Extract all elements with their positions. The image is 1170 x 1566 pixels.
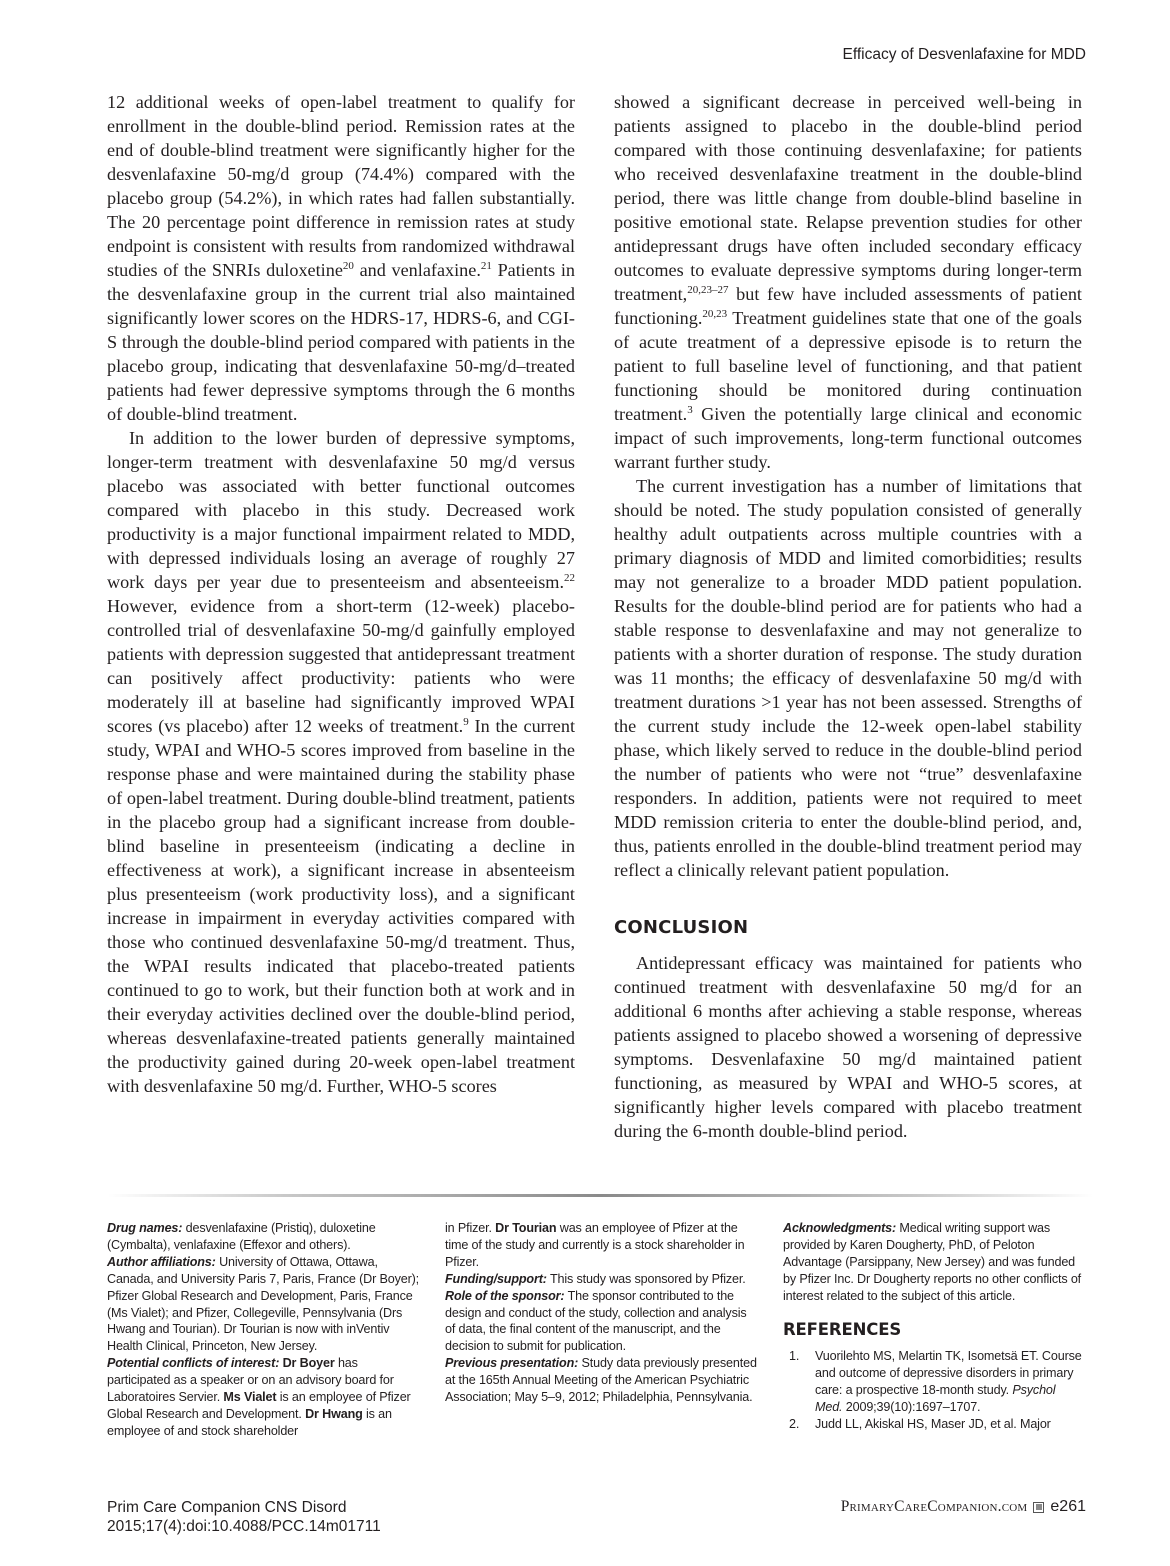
page-number: e261 [1050, 1498, 1086, 1515]
conclusion-heading: CONCLUSION [614, 917, 749, 938]
citation-superscript: 22 [564, 572, 575, 584]
journal-title: Psychol Med. [815, 1383, 1056, 1415]
paragraph: 12 additional weeks of open-label treatment to qualify for enrollment in the double-blind period. Remission rates at the end of double-blind treatment were significantly higher for the desvenlafaxine 50-mg/d group (74.4%) compared with the placebo group (54.2%), in which rates had fallen substantially. The 20 percentage point difference in remission rates at study endpoint is consistent with results from randomized withdrawal studies of the SNRIs duloxetine$^{20}$ and venlafaxine.$^{21}$ Patients in the desvenlafaxine group in the current trial also maintained significantly lower scores on the HDRS-17, HDRS-6, and CGI-S through the double-blind period compared with patients in the placebo group, indicating that desvenlafaxine 50-mg/d–treated patients had fewer depressive symptoms through the 6 months of double-blind treatment. [107, 92, 575, 424]
citation-superscript: 20,23 [702, 308, 728, 320]
paragraph: In addition to the lower burden of depressive symptoms, longer-term treatment with desvenlafaxine 50 mg/d versus placebo was associated with better functional outcomes compared with placebo in this study. Decreased work productivity is a major functional impairment related to MDD, with depressed individuals losing an average of roughly 27 work days per year due to presenteeism and absenteeism.$^{22}$ However, evidence from a short-term (12-week) placebo-controlled trial of desvenlafaxine 50-mg/d gainfully employed patients with depression suggested that antidepressant treatment can positively affect productivity: patients who were moderately ill at baseline had significantly improved WPAI scores (vs placebo) after 12 weeks of treatment.$^9$ In the current study, WPAI and WHO-5 scores improved from baseline in the response phase and were maintained during the stability phase of open-label treatment. During double-blind treatment, patients in the placebo group had a significant increase from double-blind baseline in presenteeism (indicating a decline in effectiveness at work), a significant increase in absenteeism plus presenteeism (work productivity loss), and a significant increase in impairment in everyday activities compared with those who continued desvenlafaxine 50-mg/d treatment. Thus, the WPAI results indicated that placebo-treated patients continued to go to work, but their function both at work and in their everyday activities declined over the double-blind period, whereas desvenlafaxine-treated patients generally maintained the productivity gained during 20-week open-label treatment with desvenlafaxine 50 mg/d. Further, WHO-5 scores [107, 428, 576, 1096]
footnote-entry: Author affiliations: University of Ottawa, Ottawa, Canada, and University Paris 7, Paris, France (Dr Boyer); Pfizer Global Research and Development, Paris, France (Ms Vialet); and Pfizer, Collegeville, Pennsylvania (Drs Hwang and Tourian). Dr Tourian is now with inVentiv Health Clinical, Princeton, New Jersey. [107, 1254, 420, 1354]
citation-superscript: 9 [463, 716, 469, 728]
footnotes-column-3 [783, 1220, 1083, 1433]
paragraph: The current investigation has a number of limitations that should be noted. The study population consisted of generally healthy adult outpatients across multiple countries with a primary diagnosis of MDD and limited comorbidities; results may not generalize to a broader MDD patient population. Results for the double-blind period are for patients who had a stable response to desvenlafaxine and may not generalize to patients with a shorter duration of response. The study duration was 11 months; the efficacy of desvenlafaxine 50 mg/d with treatment durations >1 year has not been assessed. Strengths of the current study include the 12-week open-label stability phase, which likely served to reduce in the double-blind period the number of patients who were not “true” desvenlafaxine responders. In addition, patients were not required to meet MDD remission criteria to enter the double-blind period, and, thus, patients enrolled in the double-blind treatment period may reflect a clinically relevant patient population. [614, 476, 1082, 880]
footnote-label: Funding/support: [445, 1271, 547, 1286]
footnote-entry: Drug names: desvenlafaxine (Pristiq), duloxetine (Cymbalta), venlafaxine (Effexor and others). [107, 1221, 376, 1252]
author-name: Ms Vialet [223, 1390, 277, 1405]
footnote-label: Role of the sponsor: [445, 1288, 565, 1303]
footnote-label: Drug names: [107, 1221, 183, 1235]
footnotes-column-2 [445, 1220, 757, 1406]
body-column-left [107, 90, 575, 1098]
square-bullet-icon [1033, 1502, 1044, 1513]
author-name: Dr Boyer [282, 1356, 335, 1371]
reference-item: 2. Judd LL, Akiskal HS, Maser JD, et al. Major [789, 1417, 1051, 1432]
footnote-entry: in Pfizer. Dr Tourian was an employee of Pfizer at the time of the study and currently is a stock shareholder in Pfizer. [445, 1221, 745, 1269]
footnote-label: Potential conflicts of interest: [107, 1356, 280, 1371]
paragraph: showed a significant decrease in perceived well-being in patients assigned to placebo in the double-blind period compared with those continuing desvenlafaxine; for patients who received desvenlafaxine treatment in the double-blind period, there was little change from double-blind baseline in positive emotional state. Relapse prevention studies for other antidepressant drugs have often included secondary efficacy outcomes to evaluate depressive symptoms during longer-term treatment,$^{20,23-27}$ but few have included assessments of patient functioning.$^{20,23}$ Treatment guidelines state that one of the goals of acute treatment of a depressive episode is to return the patient to full baseline level of functioning, and that patient functioning should be monitored during continuation treatment.$^3$ Given the potentially large clinical and economic impact of such improvements, long-term functional outcomes warrant further study. [614, 92, 1082, 472]
citation-superscript: 20 [342, 260, 354, 272]
author-name: Dr Tourian [495, 1221, 557, 1235]
footnote-entry: Role of the sponsor: The sponsor contributed to the design and conduct of the study, collection and analysis of data, the final content of the manuscript, and the decision to submit for publication. [445, 1288, 747, 1354]
footnote-label: Acknowledgments: [783, 1221, 897, 1235]
citation-superscript: 3 [687, 404, 693, 416]
acknowledgments [783, 1220, 1083, 1305]
section-divider [108, 1194, 1093, 1197]
body-column-right [614, 90, 1082, 1143]
running-head: Efficacy of Desvenlafaxine for MDD [842, 46, 1086, 63]
journal-doi: 2015;17(4):doi:10.4088/PCC.14m01711 [107, 1518, 381, 1535]
journal-citation [107, 1498, 381, 1536]
footnote-entry: Previous presentation: Study data previously presented at the 165th Annual Meeting of the American Psychiatric Association; May 5–9, 2012; Philadelphia, Pennsylvania. [445, 1356, 757, 1405]
footnote-entry: Funding/support: This study was sponsored by Pfizer. [445, 1271, 746, 1286]
journal-name: Prim Care Companion CNS Disord [107, 1499, 347, 1516]
references-heading: REFERENCES [783, 1319, 902, 1339]
footnote-label: Previous presentation: [445, 1356, 579, 1371]
references-list [783, 1348, 1083, 1433]
citation-superscript: 21 [480, 260, 492, 272]
footnote-entry: Acknowledgments: Medical writing support was provided by Karen Dougherty, PhD, of Peloton Advantage (Parsippany, New Jersey) and was funded by Pfizer Inc. Dr Dougherty reports no other conflicts of interest related to the subject of this article. [783, 1221, 1082, 1303]
footnote-label: Author affiliations: [107, 1254, 216, 1269]
reference-item: 1. Vuorilehto MS, Melartin TK, Isometsä ET. Course and outcome of depressive disorders in primary care: a prospective 18-month study. Psychol Med. 2009;39(10):1697–1707. [789, 1349, 1082, 1415]
site-link[interactable]: PrimaryCareCompanion.com [840, 1498, 1028, 1515]
footnotes-column-1 [107, 1220, 419, 1440]
conclusion-paragraph: Antidepressant efficacy was maintained for patients who continued treatment with desvenlafaxine 50 mg/d for an additional 6 months after achieving a stable response, whereas patients assigned to placebo showed a worsening of depressive symptoms. Desvenlafaxine 50 mg/d maintained patient functioning, as measured by WPAI and WHO-5 scores, at significantly higher levels compared with placebo treatment during the 6-month double-blind period. [614, 953, 1082, 1141]
reference-number: 2. [789, 1417, 800, 1432]
footnote-entry: Potential conflicts of interest: Dr Boyer has participated as a speaker or on an advisory board for Laboratoires Servier. Ms Vialet is an employee of Pfizer Global Research and Development. Dr Hwang is an employee of and stock shareholder [107, 1356, 411, 1438]
citation-superscript: 20,23–27 [687, 284, 729, 296]
page-footer-right [841, 1498, 1086, 1516]
reference-number: 1. [789, 1349, 800, 1364]
author-name: Dr Hwang [305, 1406, 363, 1421]
